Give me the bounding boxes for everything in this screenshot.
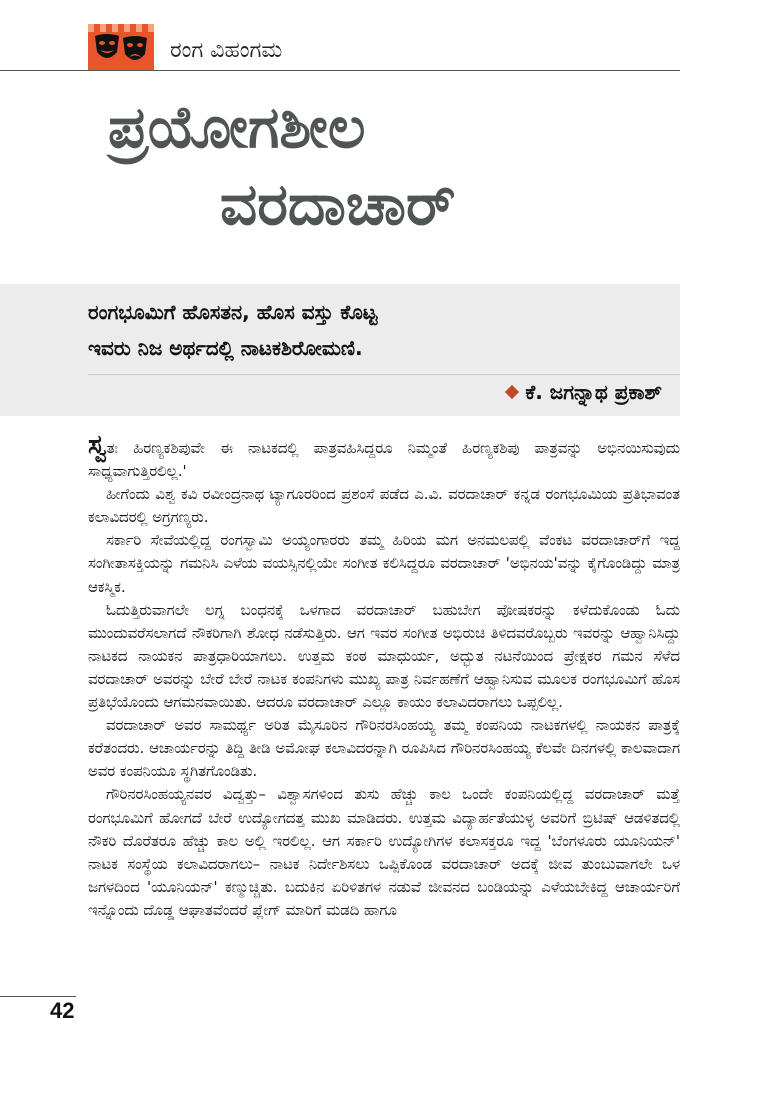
deck-band xyxy=(0,284,680,416)
article-body xyxy=(88,432,680,922)
paragraph: ಸರ್ಕಾರಿ ಸೇವೆಯಲ್ಲಿದ್ದ ರಂಗಸ್ವಾಮಿ ಅಯ್ಯಂಗಾರರು ತಮ್ಮ ಹಿರಿಯ ಮಗ ಅನಮಲಪಲ್ಲಿ ವೆಂಕಟ ವರದಾಚಾರ್‌ಗೆ ಇದ್ದ ಸಂಗೀತಾಸಕ್ತಿಯನ್ನು ಗಮನಿಸಿ ಎಳೆಯ ವಯಸ್ಸಿನಲ್ಲಿಯೇ ಸಂಗೀತ ಕಲಿಸಿದ್ದರೂ ವರದಾಚಾರ್ 'ಅಭಿನಯ'ವನ್ನು ಕೈಗೊಂಡಿದ್ದು ಮಾತ್ರ ಆಕಸ್ಮಿಕ. xyxy=(88,532,680,596)
deck-line-1: ರಂಗಭೂಮಿಗೆ ಹೊಸತನ, ಹೊಸ ವಸ್ತು ಕೊಟ್ಟ xyxy=(88,300,378,324)
section-header xyxy=(0,0,680,72)
paragraph: ಹೀಗೆಂದು ವಿಶ್ವ ಕವಿ ರವೀಂದ್ರನಾಥ ಟ್ಯಾಗೂರರಿಂದ ಪ್ರಶಂಸೆ ಪಡೆದ ಎ.ವಿ. ವರದಾಚಾರ್ ಕನ್ನಡ ರಂಗಭೂಮಿಯ ಪ್ರತಿಭಾವಂತ ಕಲಾವಿದರಲ್ಲಿ ಅಗ್ರಗಣ್ಯರು. xyxy=(88,486,680,527)
section-label: ರಂಗ ವಿಹಂಗಮ xyxy=(170,38,283,63)
paragraph xyxy=(88,432,680,483)
deck-line-2: ಇವರು ನಿಜ ಅರ್ಥದಲ್ಲಿ ನಾಟಕಶಿರೋಮಣಿ. xyxy=(88,336,363,360)
byline xyxy=(507,380,662,404)
article-title-line-1: ಪ್ರಯೋಗಶೀಲ xyxy=(108,93,366,161)
diamond-bullet-icon xyxy=(505,385,519,399)
paragraph-text: ತಃ ಹಿರಣ್ಯಕಶಿಪುವೇ ಈ ನಾಟಕದಲ್ಲಿ ಪಾತ್ರವಹಿಸಿದ್ದರೂ ನಿಮ್ಮಂತೆ ಹಿರಣ್ಯಕಶಿಪು ಪಾತ್ರವನ್ನು ಅಭಿನಯಿಸುವುದು ಸಾಧ್ಯವಾಗುತ್ತಿರಲಿಲ್ಲ.' xyxy=(88,440,680,481)
deck-rule xyxy=(88,374,680,375)
paragraph: ವರದಾಚಾರ್ ಅವರ ಸಾಮರ್ಥ್ಯ ಅರಿತ ಮೈಸೂರಿನ ಗೌರಿನರಸಿಂಹಯ್ಯ ತಮ್ಮ ಕಂಪನಿಯ ನಾಟಕಗಳಲ್ಲಿ ನಾಯಕನ ಪಾತ್ರಕ್ಕೆ ಕರೆತಂದರು. ಆಚಾರ್ಯರನ್ನು ತಿದ್ದಿ ತೀಡಿ ಅಮೋಘ ಕಲಾವಿದರನ್ನಾಗಿ ರೂಪಿಸಿದ ಗೌರಿನರಸಿಂಹಯ್ಯ ಕೆಲವೇ ದಿನಗಳಲ್ಲಿ ಕಾಲವಾದಾಗ ಅವರ ಕಂಪನಿಯೂ ಸ್ಥಗಿತಗೊಂಡಿತು. xyxy=(88,717,680,781)
paragraph: ಗೌರಿನರಸಿಂಹಯ್ಯನವರ ವಿದ್ವತ್ತು– ವಿಶ್ವಾಸಗಳಿಂದ ತುಸು ಹೆಚ್ಚು ಕಾಲ ಒಂದೇ ಕಂಪನಿಯಲ್ಲಿದ್ದ ವರದಾಚಾರ್ ಮತ್ತೆ ರಂಗಭೂಮಿಗೆ ಹೋಗದೆ ಬೇರೆ ಉದ್ಯೋಗದತ್ತ ಮುಖ ಮಾಡಿದರು. ಉತ್ತಮ ವಿದ್ಯಾರ್ಹತೆಯುಳ್ಳ ಅವರಿಗೆ ಬ್ರಿಟಿಷ್ ಆಡಳಿತದಲ್ಲಿ ನೌಕರಿ ದೊರೆತರೂ ಹೆಚ್ಚು ಕಾಲ ಅಲ್ಲಿ ಇರಲಿಲ್ಲ. ಆಗ ಸರ್ಕಾರಿ ಉದ್ಯೋಗಿಗಳ ಕಲಾಸಕ್ತರೂ ಇದ್ದ 'ಬೆಂಗಳೂರು ಯೂನಿಯನ್' ನಾಟಕ ಸಂಸ್ಥೆಯ ಕಲಾವಿದರಾಗಲು– ನಾಟಕ ನಿರ್ದೇಶಿಸಲು ಒಪ್ಪಿಕೊಂಡ ವರದಾಚಾರ್ ಅದಕ್ಕೆ ಜೀವ ತುಂಬುವಾಗಲೇ ಒಳ ಜಗಳದಿಂದ 'ಯೂನಿಯನ್' ಕಣ್ಮುಚ್ಚಿತು. ಬದುಕಿನ ಏರಿಳಿತಗಳ ನಡುವೆ ಜೀವನದ ಬಂಡಿಯನ್ನು ಎಳೆಯಬೇಕಿದ್ದ ಆಚಾರ್ಯರಿಗೆ ಇನ್ನೊಂದು ದೊಡ್ಡ ಆಘಾತವೆಂದರೆ ಪ್ಲೇಗ್ ಮಾರಿಗೆ ಮಡದಿ ಹಾಗೂ xyxy=(88,786,680,919)
article-title-line-2: ವರದಾಚಾರ್ xyxy=(220,170,456,238)
author-name: ಕೆ. ಜಗನ್ನಾಥ ಪ್ರಕಾಶ್ xyxy=(525,380,662,404)
theatre-masks-icon xyxy=(88,24,154,70)
header-rule xyxy=(0,70,680,71)
paragraph: ಓದುತ್ತಿರುವಾಗಲೇ ಲಗ್ನ ಬಂಧನಕ್ಕೆ ಒಳಗಾದ ವರದಾಚಾರ್ ಬಹುಬೇಗ ಪೋಷಕರನ್ನು ಕಳೆದುಕೊಂಡು ಓದು ಮುಂದುವರೆಸಲಾಗದೆ ನೌಕರಿಗಾಗಿ ಶೋಧ ನಡೆಸುತ್ತಿರು. ಆಗ ಇವರ ಸಂಗೀತ ಅಭಿರುಚಿ ತಿಳಿದವರೊಬ್ಬರು ಇವರನ್ನು ಆಹ್ವಾನಿಸಿದ್ದು ನಾಟಕದ ನಾಯಕನ ಪಾತ್ರಧಾರಿಯಾಗಲು. ಉತ್ತಮ ಕಂಠ ಮಾಧುರ್ಯ, ಅದ್ಭುತ ನಟನೆಯಿಂದ ಪ್ರೇಕ್ಷಕರ ಗಮನ ಸೆಳೆದ ವರದಾಚಾರ್ ಅವರನ್ನು ಬೇರೆ ಬೇರೆ ನಾಟಕ ಕಂಪನಿಗಳು ಮುಖ್ಯ ಪಾತ್ರ ನಿರ್ವಹಣೆಗೆ ಆಹ್ವಾನಿಸುವ ಮೂಲಕ ರಂಗಭೂಮಿಗೆ ಹೊಸ ಪ್ರತಿಭೆಯೊಂದು ಆಗಮನವಾಯಿತು. ಆದರೂ ವರದಾಚಾರ್ ಎಲ್ಲೂ ಕಾಯಂ ಕಲಾವಿದರಾಗಲು ಒಪ್ಪಲಿಲ್ಲ. xyxy=(88,601,680,712)
page-number: 42 xyxy=(50,998,75,1023)
folio-rule xyxy=(0,996,76,997)
drop-cap: ಸ್ವ xyxy=(88,430,107,460)
